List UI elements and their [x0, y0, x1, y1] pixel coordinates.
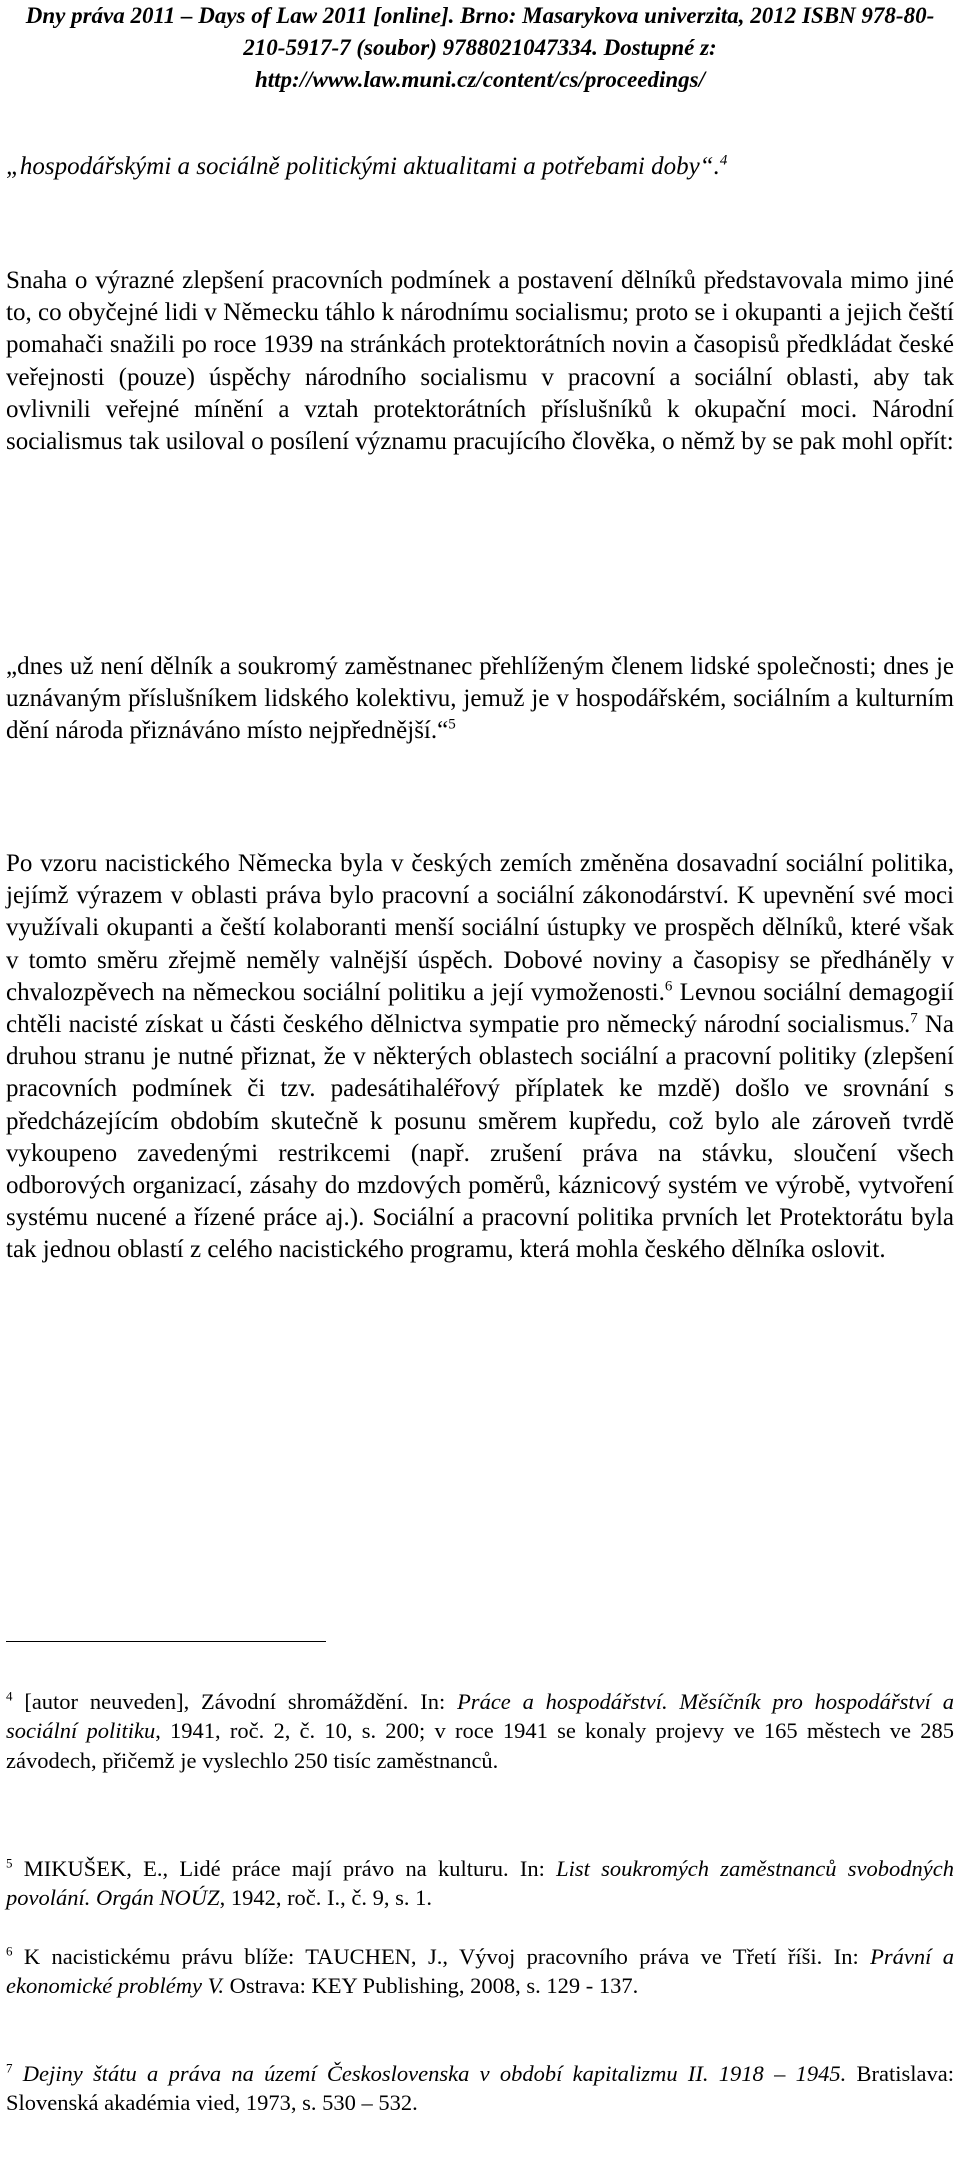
footnote-number: 4	[6, 1688, 13, 1704]
footnote-number: 5	[6, 1855, 13, 1871]
footnote-text-end: , 1942, roč. I., č. 9, s. 1.	[219, 1885, 433, 1911]
paragraph-text-a: Po vzoru nacistického Německa byla v českých zemích změněna dosavadní sociální politika, jejímž výrazem v oblasti práva bylo pracovní a sociální zákonodárství. K upevnění své moci využívali okupanti a čeští kolaboranti menší sociální ústupky ve prospěch dělníků, které však v tomto směru zřejmě neměly valnější úspěch. Dobové noviny a časopisy se předháněly v chvalozpěvech na německou sociální politiku a její vymoženosti.	[6, 850, 954, 1006]
paragraph-snaha	[6, 265, 954, 458]
footnote-ref-5: 5	[448, 717, 456, 734]
paragraph-po-vzoru	[6, 848, 954, 1267]
footnote-source-title: Právní a ekonomické problémy V.	[6, 1944, 954, 1999]
quote-text: „dnes už není dělník a soukromý zaměstnanec přehlíženým členem lidské společnosti; dnes je uznávaným příslušníkem lidského kolektivu, jemuž je v hospodářském, sociálním a kulturním dění národa přiznáváno místo nejpřednější.“	[6, 653, 954, 745]
paragraph-text: Snaha o výrazné zlepšení pracovních podmínek a postavení dělníků představovala mimo jiné to, co obyčejné lidi v Německu táhlo k národnímu socialismu; proto se i okupanti a jejich čeští pomahači snažili po roce 1939 na stránkách protektorátních novin a časopisů předkládat české veřejnosti (pouze) úspěchy národního socialismu v pracovní a sociální oblasti, aby tak ovlivnili veřejné mínění a vztah protektorátních příslušníků k okupační moci. Národní socialismus tak usiloval o posílení významu pracujícího člověka, o němž by se pak mohl opřít:	[6, 267, 954, 456]
footnote-source-title: Dejiny štátu a práva na území Československa v období kapitalizmu II. 1918 – 1945.	[12, 2061, 847, 2086]
header-citation-url: http://www.law.muni.cz/content/cs/proceedings/	[254, 67, 706, 92]
footnote-ref-6: 6	[664, 978, 673, 995]
footnote-number: 7	[6, 2060, 13, 2076]
footnote-6	[6, 1942, 954, 2001]
paragraph-text-b: Levnou sociální demagogií chtěli nacisté získat u části českého dělnictva sympatie pro německý národní socialismus.	[6, 978, 955, 1039]
footnote-4	[6, 1687, 954, 1775]
header-citation-line-1: Dny práva 2011 – Days of Law 2011 [online]. Brno: Masarykova univerzita, 2012 ISBN 978-80-	[25, 3, 935, 28]
footnote-ref-7: 7	[910, 1010, 918, 1027]
header-citation-line-2: 210-5917-7 (soubor) 9788021047334. Dostupné z:	[243, 35, 717, 60]
footnote-text-end: Bratislava: Slovenská akadémia vied, 1973, s. 530 – 532.	[6, 2061, 954, 2116]
footnote-5	[6, 1854, 954, 1913]
footnote-separator	[6, 1641, 326, 1642]
footnote-source-title: Práce a hospodářství. Měsíčník pro hospodářství a sociální politiku	[6, 1689, 954, 1744]
footnote-source-title: List soukromých zaměstnanců svobodných povolání. Orgán NOÚZ	[6, 1856, 954, 1911]
footnote-text: [autor neuveden], Závodní shromáždění. In:	[12, 1689, 458, 1714]
footnote-number: 6	[6, 1943, 13, 1959]
footnote-text: MIKUŠEK, E., Lidé práce mají právo na kulturu. In:	[12, 1856, 557, 1881]
footnote-ref-4: 4	[719, 152, 728, 169]
footnote-text-end: Ostrava: KEY Publishing, 2008, s. 129 - 137.	[224, 1973, 639, 1999]
page-header	[0, 0, 960, 96]
footnote-text: K nacistickému právu blíže: TAUCHEN, J., Vývoj pracovního práva ve Třetí říši. In:	[12, 1944, 871, 1969]
quote-hospodarskymi	[6, 151, 954, 183]
paragraph-text-c: Na druhou stranu je nutné přiznat, že v některých oblastech sociální a pracovní politiky (zlepšení pracovních podmínek či tzv. padesátihaléřový příplatek ke mzdě) došlo ve srovnání s předcházejícím obdobím skutečně k posunu směrem kupředu, což bylo ale zároveň tvrdě vykoupeno zavedenými restrikcemi (např. zrušení práva na stávku, sloučení všech odborových organizací, zásahy do mzdových poměrů, káznicový systém ve výrobě, vytvoření systému nucené a řízené práce aj.). Sociální a pracovní politika prvních let Protektorátu byla tak jednou oblastí z celého nacistického programu, která mohla českého dělníka oslovit.	[6, 1011, 954, 1264]
footnote-7	[6, 2059, 954, 2118]
quote-dnes	[6, 651, 954, 748]
footnote-text-end: , 1941, roč. 2, č. 10, s. 200; v roce 1941 se konaly projevy ve 165 městech ve 285 závodech, přičemž je vyslechlo 250 tisíc zaměstnanců.	[6, 1718, 954, 1773]
quote-text: „hospodářskými a sociálně politickými aktualitami a potřebami doby“.	[6, 153, 720, 180]
